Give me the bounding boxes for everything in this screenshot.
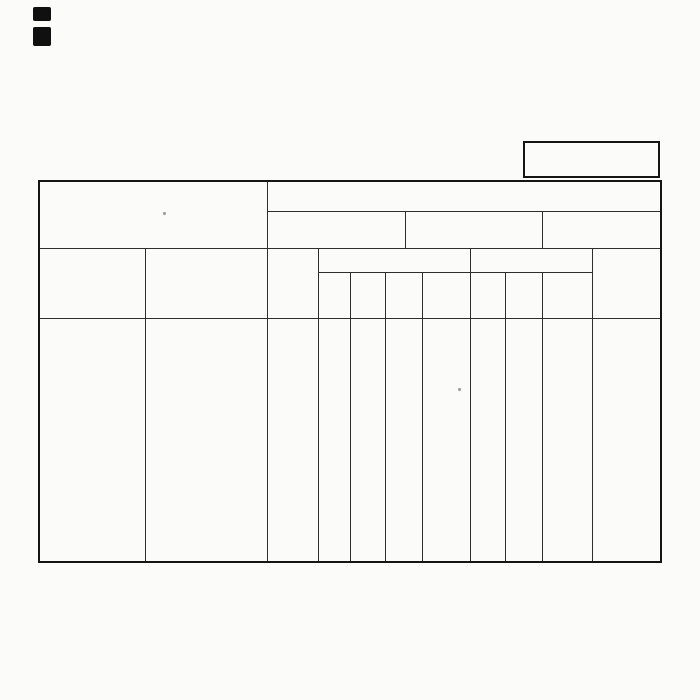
issued-duration-header <box>385 272 422 318</box>
divider-line <box>405 211 406 248</box>
divider-line <box>542 211 543 248</box>
returned-group-header <box>470 250 592 270</box>
issued-receipt-header <box>422 272 470 318</box>
scan-corner-mark <box>33 7 51 21</box>
returned-receipt-header <box>542 272 592 318</box>
divider-line <box>267 211 660 212</box>
scan-speck <box>458 388 461 391</box>
price-column-header <box>267 266 318 300</box>
issued-quantity-header <box>350 272 385 318</box>
issued-group-header <box>318 250 470 270</box>
divider-line <box>267 182 268 561</box>
returned-quantity-header <box>505 272 542 318</box>
divider-line <box>40 248 660 249</box>
divider-line <box>592 248 593 561</box>
divider-line <box>40 318 660 319</box>
number-box <box>523 141 660 178</box>
scan-speck <box>163 212 166 215</box>
divider-line <box>145 248 146 561</box>
name-column-header <box>145 277 267 291</box>
scan-corner-mark <box>33 27 51 46</box>
issued-date-header <box>318 272 350 318</box>
returned-date-header <box>470 272 505 318</box>
form-table <box>38 180 662 563</box>
